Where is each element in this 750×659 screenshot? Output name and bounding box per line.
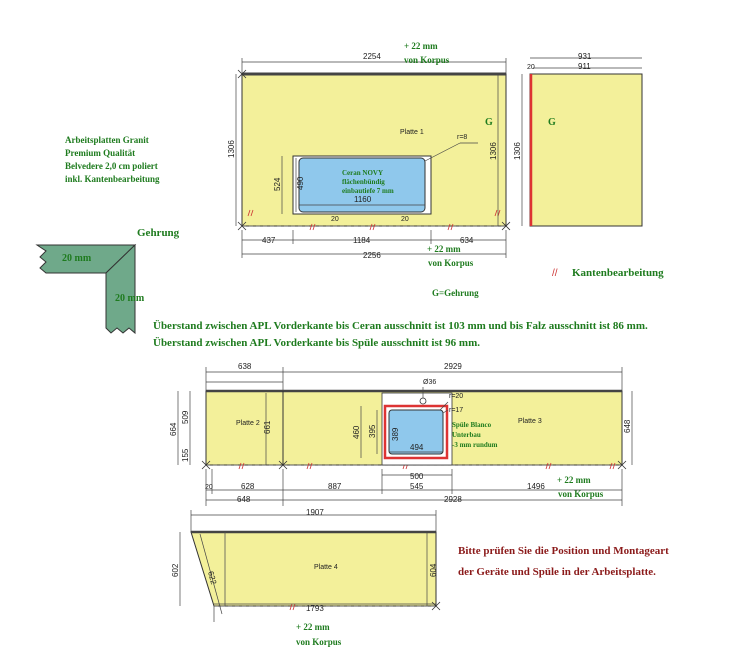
ceran-label-2: flächenbündig xyxy=(342,178,385,186)
side-height-dim: 1306 xyxy=(513,142,522,160)
gehrung-a: 20 mm xyxy=(62,253,92,264)
platte-3-b1: 887 xyxy=(328,482,342,491)
ceran-label-3: einbautiefe 7 mm xyxy=(342,187,394,195)
platte-1 xyxy=(227,41,510,268)
material-line-1: Arbeitsplatten Granit xyxy=(65,135,149,145)
korpus-plus-p4: + 22 mm xyxy=(296,622,330,632)
platte-4-left-dim: 602 xyxy=(171,563,180,577)
platte-1-top-dim: 2254 xyxy=(363,52,381,61)
side-edge-dim: 20 xyxy=(527,64,535,71)
korpus-plus-top: + 22 mm xyxy=(404,41,438,51)
platte-4-diag-dim: 622 xyxy=(206,570,219,586)
korpus-von-p1: von Korpus xyxy=(428,258,474,268)
spule-label-2: Unterbau xyxy=(452,431,481,439)
ceran-depth-outer: 524 xyxy=(273,177,282,191)
spule-label-1: Spüle Blanco xyxy=(452,421,492,429)
platte-2-b1: 20 xyxy=(205,484,213,491)
platte-2-h4: 155 xyxy=(181,448,190,462)
platte-3-b3: 1496 xyxy=(527,482,545,491)
ceran-radius: r=8 xyxy=(457,134,468,141)
platte-2-b2: 628 xyxy=(241,482,255,491)
kanten-label: Kantenbearbeitung xyxy=(572,267,664,279)
side-width-2: 911 xyxy=(578,62,591,71)
spule-label-3: -3 mm rundum xyxy=(452,441,498,449)
ceran-width: 1160 xyxy=(354,195,372,204)
gehrung-title: Gehrung xyxy=(137,227,180,239)
note-spule: Überstand zwischen APL Vorderkante bis Spüle ausschnitt ist 96 mm. xyxy=(153,337,480,349)
platte-3-total: 2928 xyxy=(444,495,462,504)
platte-4 xyxy=(171,508,440,647)
spule-width-outer: 500 xyxy=(410,472,424,481)
side-panel xyxy=(513,52,642,226)
kanten-mark: // xyxy=(552,268,558,279)
gehrung-legend: G=Gehrung xyxy=(432,288,479,298)
platte-2-3 xyxy=(169,362,632,506)
platte-1-right-dim: 1306 xyxy=(489,142,498,160)
platte-4-bottom-dim: 1793 xyxy=(306,604,324,613)
platte-4-label: Platte 4 xyxy=(314,564,338,571)
platte-1-left-dim: 1306 xyxy=(227,140,236,158)
spule-depth-1: 460 xyxy=(352,425,361,439)
korpus-plus-p1: + 22 mm xyxy=(427,244,461,254)
platte-1-offset-left: 437 xyxy=(262,236,276,245)
warning-line-2: der Geräte und Spüle in der Arbeitsplatte. xyxy=(458,566,656,578)
tap-diameter: Ø36 xyxy=(423,379,437,386)
platte-1-gehrung-mark: G xyxy=(485,117,493,128)
platte-2-label: Platte 2 xyxy=(236,420,260,427)
platte-1-cut-span: 1184 xyxy=(353,236,371,245)
side-width-1: 931 xyxy=(578,52,592,61)
platte-4-top-dim: 1907 xyxy=(306,508,324,517)
korpus-von-p3: von Korpus xyxy=(558,489,604,499)
platte-2-top-dim: 638 xyxy=(238,362,252,371)
korpus-plus-p3: + 22 mm xyxy=(557,475,591,485)
warning-line-1: Bitte prüfen Sie die Position und Montageart xyxy=(458,545,669,557)
material-line-2: Premium Qualität xyxy=(65,148,136,158)
ceran-small-a: 20 xyxy=(331,216,339,223)
platte-4-right-dim: 604 xyxy=(429,563,438,577)
ceran-depth-inner: 490 xyxy=(296,176,305,190)
korpus-von-top: von Korpus xyxy=(404,55,450,65)
platte-2-h1: 664 xyxy=(169,422,178,436)
ceran-small-b: 20 xyxy=(401,216,409,223)
material-line-4: inkl. Kantenbearbeitung xyxy=(65,174,160,184)
spule-width-inner: 494 xyxy=(410,443,424,452)
side-panel-slab xyxy=(530,74,642,226)
platte-1-bottom-dim: 2256 xyxy=(363,251,381,260)
material-description xyxy=(65,135,160,184)
side-gehrung-mark: G xyxy=(548,117,556,128)
spule-depth-3: 389 xyxy=(391,427,400,441)
platte-2-b3: 648 xyxy=(237,495,251,504)
material-line-3: Belvedere 2,0 cm poliert xyxy=(65,161,158,171)
spule-radius-2: r=17 xyxy=(449,407,464,414)
gehrung-b: 20 mm xyxy=(115,293,145,304)
platte-1-offset-right: 634 xyxy=(460,236,474,245)
note-ceran: Überstand zwischen APL Vorderkante bis Ceran ausschnitt ist 103 mm und bis Falz ausschnitt ist 86 mm. xyxy=(153,320,648,332)
spule-depth-2: 395 xyxy=(368,424,377,438)
platte-1-label: Platte 1 xyxy=(400,129,424,136)
gehrung-symbol xyxy=(37,227,180,335)
platte-2-h2: 509 xyxy=(181,410,190,424)
ceran-label-1: Ceran NOVY xyxy=(342,169,384,177)
korpus-von-p4: von Korpus xyxy=(296,637,342,647)
kanten-legend xyxy=(552,267,664,279)
platte-23-top-dim: 2929 xyxy=(444,362,462,371)
platte-3-label: Platte 3 xyxy=(518,418,542,425)
platte-3-right-dim: 648 xyxy=(623,419,632,433)
platte-3-b2: 545 xyxy=(410,482,424,491)
spule-radius-1: r=20 xyxy=(449,393,464,400)
platte-2-h3: 661 xyxy=(263,420,272,434)
